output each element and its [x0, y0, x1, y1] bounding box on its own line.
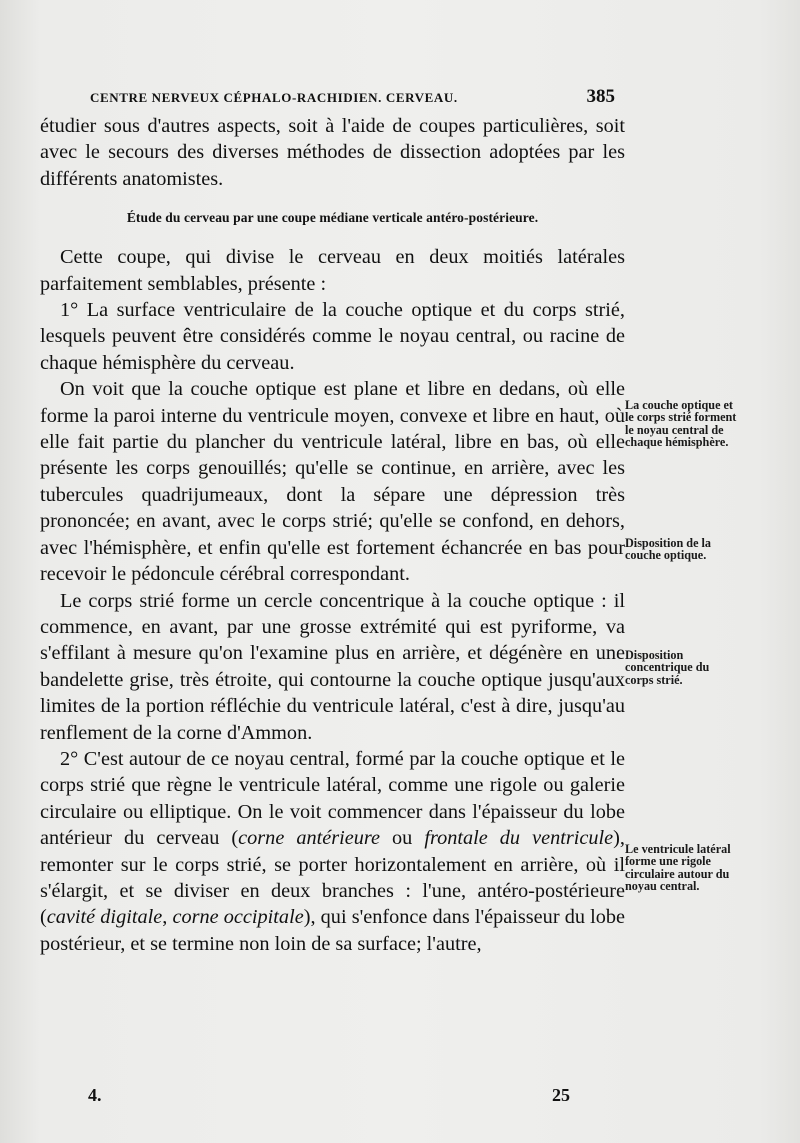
- paragraph-6-text-d: ,: [162, 906, 173, 929]
- page-number: 385: [586, 86, 615, 107]
- term-corne-frontale: frontale du ventricule: [424, 827, 614, 850]
- paragraph-3: 1° La surface ventriculaire de la couche optique et du corps strié, lesquels peuvent être considérés comme le noyau central, ou racine de chaque hémisphère du cerveau.: [40, 299, 625, 374]
- section-heading: Étude du cerveau par une coupe médiane verticale antéro-postérieure.: [126, 210, 539, 226]
- term-cavite-digitale: cavité digitale: [46, 906, 163, 929]
- margin-note-couche-optique: Disposition de la couche optique.: [625, 536, 712, 563]
- paragraph-6-text-c: ), remonter sur le corps strié, se porter horizontalement en arrière, où il s'élargit, et se diviser en deux branches : l'une, antéro-postérieure (: [40, 827, 625, 929]
- paragraph-6-text-e: ), qui s'enfonce dans l'épaisseur du lobe postérieur, et se termine non loin de sa surface; l'autre,: [40, 906, 626, 955]
- running-title: CENTRE NERVEUX CÉPHALO-RACHIDIEN. CERVEAU.: [90, 90, 458, 105]
- page-footer: [88, 1085, 570, 1109]
- sheet-number: 25: [552, 1085, 570, 1105]
- paragraph-1: étudier sous d'autres aspects, soit à l'aide de coupes particulières, soit avec le secours des diverses méthodes de dissection adoptées par les différents anatomistes.: [40, 115, 625, 190]
- paragraph-2: Cette coupe, qui divise le cerveau en deux moitiés latérales parfaitement semblables, présente :: [40, 246, 625, 295]
- paragraph-4: On voit que la couche optique est plane et libre en dedans, où elle forme la paroi interne du ventricule moyen, convexe et libre en haut, où elle fait partie du plancher du ventricule latéral, libre en bas, où elle présente les corps genouillés; qu'elle se continue, en arrière, avec les tubercules quadrijumeaux, dont la sépare une dépression très prononcée; en avant, avec le corps strié; qu'elle se confond, en dehors, avec l'hémisphère, et enfin qu'elle est fortement échancrée en bas pour recevoir le pédoncule cérébral correspondant.: [40, 378, 625, 586]
- margin-note-noyau-central: La couche optique et le corps strié forment le noyau central de chaque hémisphère.: [625, 398, 737, 450]
- term-corne-anterieure: corne antérieure: [238, 827, 381, 850]
- margin-note-ventricule-lateral: Le ventricule latéral forme une rigole circulaire autour du noyau central.: [625, 842, 731, 894]
- term-corne-occipitale: corne occipitale: [172, 906, 304, 929]
- margin-note-corps-strie: Disposition concentrique du corps strié.: [625, 648, 710, 687]
- paragraph-6-text-a: 2° C'est autour de ce noyau central, formé par la couche optique et le corps strié que règne le ventricule latéral, comme une rigole ou galerie circulaire ou elliptique. On le voit commencer dans l'épaisseur du lobe antérieur du cerveau (: [40, 747, 625, 850]
- paragraph-6: [40, 746, 625, 957]
- page-header: [90, 86, 615, 110]
- paragraph-6-text-b: ou: [380, 827, 425, 850]
- main-text: [40, 113, 625, 957]
- paragraph-5: Le corps strié forme un cercle concentrique à la couche optique : il commence, en avant, par une grosse extrémité qui est pyriforme, va s'effilant à mesure qu'on l'examine plus en arrière, et dégénère en une bandelette grise, très étroite, qui contourne la couche optique jusqu'aux limites de la portion réfléchie du ventricule latéral, c'est à dire, jusqu'au renflement de la corne d'Ammon.: [40, 589, 625, 744]
- signature-mark: 4.: [88, 1085, 102, 1105]
